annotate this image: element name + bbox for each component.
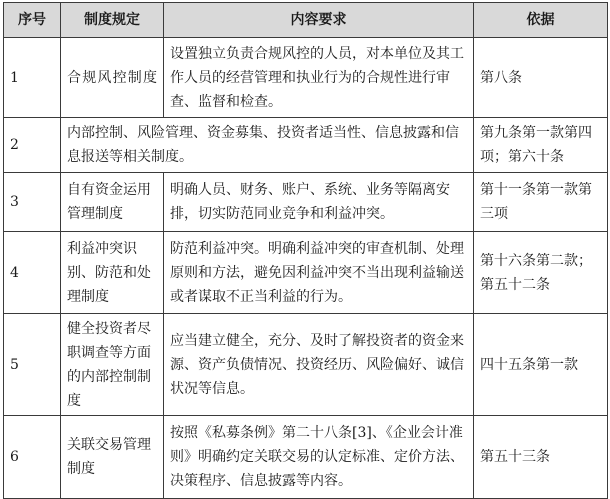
- row-content: 设置独立负责合规风控的人员，对本单位及其工作人员的经营管理和执业行为的合规性进行审查、监督和检查。: [164, 38, 474, 118]
- row-basis: 第五十三条: [474, 416, 608, 499]
- row-rule: 关联交易管理制度: [61, 416, 164, 499]
- row-index: 2: [4, 118, 61, 173]
- table-row: [4, 314, 608, 416]
- row-index: 3: [4, 173, 61, 232]
- row-basis: 第十一条第一款第三项: [474, 173, 608, 232]
- table-row: [4, 232, 608, 314]
- header-index: 序号: [4, 3, 61, 38]
- table-row: [4, 416, 608, 499]
- row-index: 4: [4, 232, 61, 314]
- row-basis: 第九条第一款第四项；第六十条: [474, 118, 608, 173]
- regulation-table: [3, 2, 608, 499]
- table-row: [4, 38, 608, 118]
- row-rule: 健全投资者尽职调查等方面的内部控制制度: [61, 314, 164, 416]
- row-rule: 利益冲突识别、防范和处理制度: [61, 232, 164, 314]
- row-rule-content-merged: 内部控制、风险管理、资金募集、投资者适当性、信息披露和信息报送等相关制度。: [61, 118, 474, 173]
- table-row: [4, 173, 608, 232]
- header-content: 内容要求: [164, 3, 474, 38]
- header-rule: 制度规定: [61, 3, 164, 38]
- row-index: 6: [4, 416, 61, 499]
- row-content: 明确人员、财务、账户、系统、业务等隔离安排，切实防范同业竞争和利益冲突。: [164, 173, 474, 232]
- header-row: [4, 3, 608, 38]
- row-rule: 自有资金运用管理制度: [61, 173, 164, 232]
- row-index: 1: [4, 38, 61, 118]
- row-basis: 第十六条第二款；第五十二条: [474, 232, 608, 314]
- row-basis: 四十五条第一款: [474, 314, 608, 416]
- row-content: 按照《私募条例》第二十八条[3]、《企业会计准则》明确约定关联交易的认定标准、定价方法、决策程序、信息披露等内容。: [164, 416, 474, 499]
- row-basis: 第八条: [474, 38, 608, 118]
- table-row: [4, 118, 608, 173]
- row-rule: 合规风控制度: [61, 38, 164, 118]
- header-basis: 依据: [474, 3, 608, 38]
- row-index: 5: [4, 314, 61, 416]
- row-content: 防范利益冲突。明确利益冲突的审查机制、处理原则和方法，避免因利益冲突不当出现利益输送或者谋取不正当利益的行为。: [164, 232, 474, 314]
- row-content: 应当建立健全，充分、及时了解投资者的资金来源、资产负债情况、投资经历、风险偏好、诚信状况等信息。: [164, 314, 474, 416]
